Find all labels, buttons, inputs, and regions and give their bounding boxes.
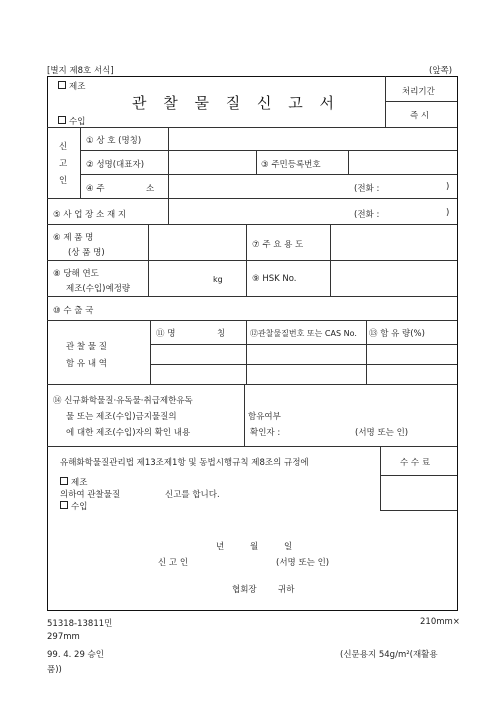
- form-code: 51318-13811민: [47, 619, 113, 629]
- col-line: [330, 224, 331, 296]
- recipient: 협회장: [232, 585, 257, 595]
- col-line: [348, 150, 349, 174]
- confirmation-line-1: ⑭ 신규화학물질·유독물·취급제한유독: [53, 396, 193, 406]
- row-line: [47, 260, 457, 261]
- frame-left: [47, 76, 48, 610]
- recipient-honorific: 귀하: [278, 585, 295, 595]
- row-line: [47, 198, 457, 199]
- col-line: [246, 224, 247, 296]
- confirmation-line-3: 에 대한 제조(수입)자의 확인 내용: [66, 428, 191, 438]
- confirmer-label: 확인자 :: [250, 428, 281, 438]
- option-manufacture[interactable]: 제조: [58, 80, 85, 92]
- row-line: [47, 446, 457, 447]
- trade-name-label: ① 상 호 (명칭): [86, 136, 142, 146]
- col-line: [244, 384, 245, 446]
- checkbox-icon[interactable]: [60, 477, 68, 485]
- product-name-sub: (상 품 명): [68, 248, 105, 258]
- paper-size: 210mm×: [420, 617, 460, 627]
- planned-quantity-label: 제조(수입)예정량: [66, 284, 131, 294]
- paper-size-2: 297mm: [47, 632, 80, 642]
- col-line: [246, 320, 247, 384]
- paper-spec-2: 품)): [47, 665, 62, 675]
- row-line: [150, 364, 457, 365]
- resident-number-label: ③ 주민등록번호: [261, 160, 321, 170]
- declaration-basis: 의하여 관찰물질: [60, 490, 121, 500]
- form-number: [별지 제8호 서식]: [47, 66, 114, 76]
- form-title: 관 찰 물 질 신 고 서: [132, 94, 341, 112]
- applicant-group-label-3: 인: [59, 176, 68, 186]
- representative-name-label: ② 성명(대표자): [86, 160, 145, 170]
- law-basis-text: 유해화학물질관리법 제13조제1항 및 동법시행규칙 제8조의 규정에: [60, 458, 309, 468]
- paper-spec: (신문용지 54g/m²(재활용: [340, 650, 438, 660]
- site-phone-label: (전화 :: [354, 210, 380, 220]
- row-line: [47, 296, 457, 297]
- row-line: [380, 475, 457, 476]
- phone-label: (전화 :: [354, 184, 380, 194]
- date-year: 년: [216, 542, 225, 552]
- processing-period-label: 처리기간: [402, 87, 435, 97]
- col-line: [366, 320, 367, 384]
- applicant-group-label-2: 고: [59, 159, 68, 169]
- confirmation-line-2: 물 또는 제조(수입)금지물질의: [66, 412, 177, 422]
- row-line: [380, 510, 457, 511]
- checkbox-icon[interactable]: [58, 116, 66, 124]
- contents-label-2: 함 유 내 역: [66, 359, 107, 369]
- frame-bottom: [47, 610, 457, 611]
- reporter-sign: (서명 또는 인): [276, 558, 330, 568]
- col-line: [256, 150, 257, 174]
- col-line: [150, 320, 151, 384]
- product-name-label: ⑥ 제 품 명: [53, 233, 94, 243]
- col-line: [80, 127, 81, 198]
- row-line: [47, 224, 457, 225]
- page-side: (앞쪽): [429, 66, 453, 76]
- row-line: [80, 174, 457, 175]
- reporter-label: 신 고 인: [158, 558, 189, 568]
- column-content-ratio: ⑬ 함 유 량(%): [369, 329, 425, 339]
- export-country-label: ⑩ 수 출 국: [53, 306, 94, 316]
- main-use-label: ⑦ 주 요 용 도: [252, 240, 304, 250]
- year-label: ⑧ 당해 연도: [53, 269, 99, 279]
- col-line: [168, 127, 169, 224]
- row-line: [47, 320, 457, 321]
- column-name: ⑪ 명: [156, 329, 176, 339]
- contents-label-1: 관 찰 물 질: [66, 342, 107, 352]
- date-day: 일: [284, 542, 293, 552]
- declaration-option-import[interactable]: 수입: [60, 500, 87, 512]
- confirmer-sign: (서명 또는 인): [355, 428, 409, 438]
- fee-label: 수 수 료: [400, 458, 431, 468]
- address-label: ④ 주: [86, 184, 105, 194]
- col-line: [380, 446, 381, 510]
- approval-date: 99. 4. 29 승인: [47, 650, 104, 660]
- row-line: [150, 344, 457, 345]
- col-line: [148, 224, 149, 296]
- option-import[interactable]: 수입: [58, 115, 85, 127]
- column-cas-number: ⑫관찰물질번호 또는 CAS No.: [250, 329, 357, 338]
- hsk-number-label: ⑨ HSK No.: [252, 274, 297, 284]
- column-name-suffix: 칭: [217, 329, 226, 339]
- frame-right: [457, 76, 458, 611]
- confirmation-line-2b: 함유여부: [248, 412, 281, 422]
- checkbox-icon[interactable]: [60, 501, 68, 509]
- divider: [385, 101, 457, 102]
- row-line: [80, 150, 457, 151]
- site-address-label: ⑤ 사 업 장 소 재 지: [53, 210, 127, 220]
- checkbox-icon[interactable]: [58, 81, 66, 89]
- site-phone-close: ): [446, 208, 450, 218]
- processing-period-value: 즉 시: [410, 111, 430, 121]
- applicant-group-label-1: 신: [59, 142, 68, 152]
- declaration-report: 신고를 합니다.: [165, 490, 220, 500]
- date-month: 월: [250, 542, 259, 552]
- declaration-option-manufacture[interactable]: 제조: [60, 476, 87, 488]
- frame-top: [47, 76, 457, 77]
- quantity-unit: kg: [213, 275, 223, 284]
- row-line: [47, 127, 457, 128]
- phone-close: ): [446, 182, 450, 192]
- row-line: [47, 384, 457, 385]
- address-label-suffix: 소: [146, 184, 155, 194]
